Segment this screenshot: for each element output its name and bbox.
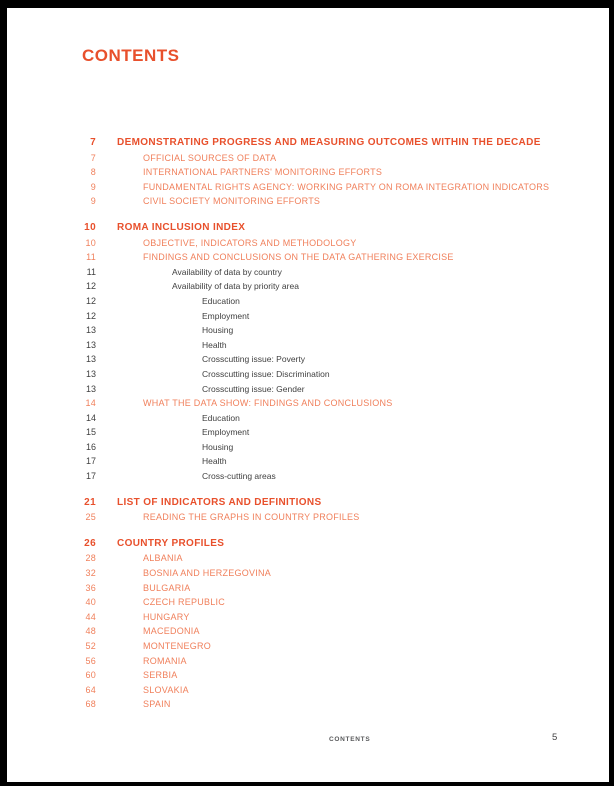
toc-entry-page-number: 48 bbox=[85, 626, 96, 637]
toc-entry-page-number: 44 bbox=[85, 611, 96, 622]
toc-entry-label: Cross-cutting areas bbox=[202, 471, 276, 482]
toc-entry bbox=[7, 639, 609, 654]
toc-entry bbox=[7, 595, 609, 610]
toc-entry-page-number: 28 bbox=[85, 553, 96, 564]
toc-entry bbox=[7, 180, 609, 195]
toc-entry-label: Employment bbox=[202, 427, 250, 438]
toc-entry-page-number: 10 bbox=[84, 221, 96, 233]
toc-entry bbox=[7, 683, 609, 698]
toc-entry bbox=[7, 396, 609, 411]
toc-entry bbox=[7, 454, 609, 469]
toc-section bbox=[7, 496, 609, 525]
toc-entry bbox=[7, 250, 609, 265]
toc-entry-page-number: 14 bbox=[85, 412, 96, 423]
toc-entry-page-number: 8 bbox=[90, 167, 96, 178]
toc-entry-page-number: 36 bbox=[85, 582, 96, 593]
toc-entry bbox=[7, 510, 609, 525]
toc-entry-page-number: 9 bbox=[90, 181, 96, 192]
toc-entry-page-number: 64 bbox=[85, 684, 96, 695]
toc-entry-page-number: 21 bbox=[84, 496, 96, 508]
toc-entry-label: BOSNIA AND HERZEGOVINA bbox=[143, 568, 272, 579]
toc-entry bbox=[7, 654, 609, 669]
toc-list bbox=[7, 136, 609, 712]
toc-entry bbox=[7, 496, 609, 511]
toc-entry-label: Crosscutting issue: Gender bbox=[202, 383, 305, 394]
toc-section bbox=[7, 221, 609, 484]
toc-entry-page-number: 12 bbox=[85, 310, 96, 321]
toc-entry-label: Education bbox=[202, 295, 240, 306]
toc-entry-page-number: 9 bbox=[90, 196, 96, 207]
toc-entry-page-number: 12 bbox=[85, 295, 96, 306]
toc-entry-page-number: 11 bbox=[86, 266, 96, 277]
toc-entry-label: CZECH REPUBLIC bbox=[143, 597, 226, 608]
toc-entry-page-number: 13 bbox=[85, 368, 96, 379]
toc-entry-page-number: 40 bbox=[85, 597, 96, 608]
toc-entry-label: SLOVAKIA bbox=[143, 684, 189, 695]
toc-entry bbox=[7, 668, 609, 683]
toc-entry-label: Education bbox=[202, 412, 240, 423]
toc-entry bbox=[7, 551, 609, 566]
toc-entry-page-number: 17 bbox=[85, 456, 96, 467]
toc-entry bbox=[7, 323, 609, 338]
toc-entry-label: READING THE GRAPHS IN COUNTRY PROFILES bbox=[143, 512, 360, 523]
toc-entry-label: ALBANIA bbox=[143, 553, 183, 564]
toc-entry-page-number: 26 bbox=[84, 537, 96, 549]
toc-entry-page-number: 13 bbox=[85, 383, 96, 394]
toc-section bbox=[7, 537, 609, 712]
toc-entry-label: OBJECTIVE, INDICATORS AND METHODOLOGY bbox=[143, 237, 357, 248]
toc-entry bbox=[7, 624, 609, 639]
toc-entry-label: Housing bbox=[202, 441, 234, 452]
toc-entry bbox=[7, 566, 609, 581]
toc-entry-label: ROMANIA bbox=[143, 655, 187, 666]
toc-entry bbox=[7, 194, 609, 209]
toc-entry-label: Employment bbox=[202, 310, 250, 321]
toc-entry-page-number: 25 bbox=[85, 512, 96, 523]
toc-entry-page-number: 15 bbox=[85, 427, 96, 438]
toc-entry bbox=[7, 136, 609, 151]
toc-entry-page-number: 68 bbox=[85, 699, 96, 710]
toc-entry bbox=[7, 236, 609, 251]
toc-entry-label: MACEDONIA bbox=[143, 626, 200, 637]
toc-entry-label: INTERNATIONAL PARTNERS' MONITORING EFFORTS bbox=[143, 167, 383, 178]
toc-entry-page-number: 60 bbox=[85, 670, 96, 681]
toc-entry bbox=[7, 338, 609, 353]
toc-entry-label: FINDINGS AND CONCLUSIONS ON THE DATA GATHERING EXERCISE bbox=[143, 252, 454, 263]
toc-entry-label: Availability of data by country bbox=[172, 266, 282, 277]
toc-entry-page-number: 32 bbox=[85, 568, 96, 579]
toc-entry-page-number: 13 bbox=[85, 339, 96, 350]
toc-entry-label: CIVIL SOCIETY MONITORING EFFORTS bbox=[143, 196, 321, 207]
toc-entry-label: Health bbox=[202, 339, 227, 350]
toc-entry-label: LIST OF INDICATORS AND DEFINITIONS bbox=[117, 496, 322, 508]
toc-entry bbox=[7, 309, 609, 324]
toc-entry-label: Housing bbox=[202, 325, 234, 336]
toc-section bbox=[7, 136, 609, 209]
toc-entry bbox=[7, 382, 609, 397]
toc-entry-label: HUNGARY bbox=[143, 611, 190, 622]
page-title: CONTENTS bbox=[82, 46, 180, 65]
toc-entry-label: Health bbox=[202, 456, 227, 467]
toc-entry bbox=[7, 440, 609, 455]
toc-entry-page-number: 14 bbox=[85, 398, 96, 409]
toc-entry-page-number: 12 bbox=[85, 281, 96, 292]
toc-entry-label: Availability of data by priority area bbox=[172, 281, 299, 292]
toc-entry bbox=[7, 279, 609, 294]
toc-entry bbox=[7, 367, 609, 382]
toc-entry-page-number: 7 bbox=[90, 137, 96, 148]
toc-entry-label: WHAT THE DATA SHOW: FINDINGS AND CONCLUSIONS bbox=[143, 398, 393, 409]
toc-entry bbox=[7, 581, 609, 596]
toc-entry-label: SERBIA bbox=[143, 670, 178, 681]
toc-entry-page-number: 13 bbox=[85, 354, 96, 365]
toc-entry bbox=[7, 294, 609, 309]
footer-section-label: CONTENTS bbox=[329, 736, 371, 743]
toc-entry-page-number: 13 bbox=[85, 325, 96, 336]
toc-entry bbox=[7, 469, 609, 484]
toc-entry-page-number: 10 bbox=[85, 237, 96, 248]
toc-entry-label: ROMA INCLUSION INDEX bbox=[117, 221, 246, 233]
toc-entry-label: DEMONSTRATING PROGRESS AND MEASURING OUTCOMES WITHIN THE DECADE bbox=[117, 137, 541, 148]
toc-entry-label: BULGARIA bbox=[143, 582, 191, 593]
toc-entry-page-number: 11 bbox=[86, 252, 96, 263]
toc-entry-label: SPAIN bbox=[143, 699, 171, 710]
toc-entry-page-number: 56 bbox=[85, 655, 96, 666]
toc-entry-label: FUNDAMENTAL RIGHTS AGENCY: WORKING PARTY ON ROMA INTEGRATION INDICATORS bbox=[143, 181, 550, 192]
toc-entry bbox=[7, 411, 609, 426]
toc-entry-label: COUNTRY PROFILES bbox=[117, 537, 225, 549]
toc-entry-page-number: 16 bbox=[85, 441, 96, 452]
toc-entry bbox=[7, 265, 609, 280]
toc-entry bbox=[7, 537, 609, 552]
toc-entry bbox=[7, 610, 609, 625]
toc-entry-label: Crosscutting issue: Discrimination bbox=[202, 368, 330, 379]
toc-entry-label: Crosscutting issue: Poverty bbox=[202, 354, 305, 365]
toc-entry-page-number: 17 bbox=[85, 471, 96, 482]
toc-entry-page-number: 52 bbox=[85, 641, 96, 651]
footer-page-number: 5 bbox=[552, 732, 558, 743]
toc-entry-label: MONTENEGRO bbox=[143, 641, 212, 651]
toc-entry-label: OFFICIAL SOURCES OF DATA bbox=[143, 152, 277, 163]
toc-entry bbox=[7, 151, 609, 166]
toc-entry bbox=[7, 425, 609, 440]
toc-entry bbox=[7, 352, 609, 367]
toc-entry bbox=[7, 165, 609, 180]
toc-entry bbox=[7, 221, 609, 236]
toc-entry bbox=[7, 697, 609, 712]
document-page bbox=[7, 8, 609, 782]
toc-entry-page-number: 7 bbox=[90, 152, 96, 163]
